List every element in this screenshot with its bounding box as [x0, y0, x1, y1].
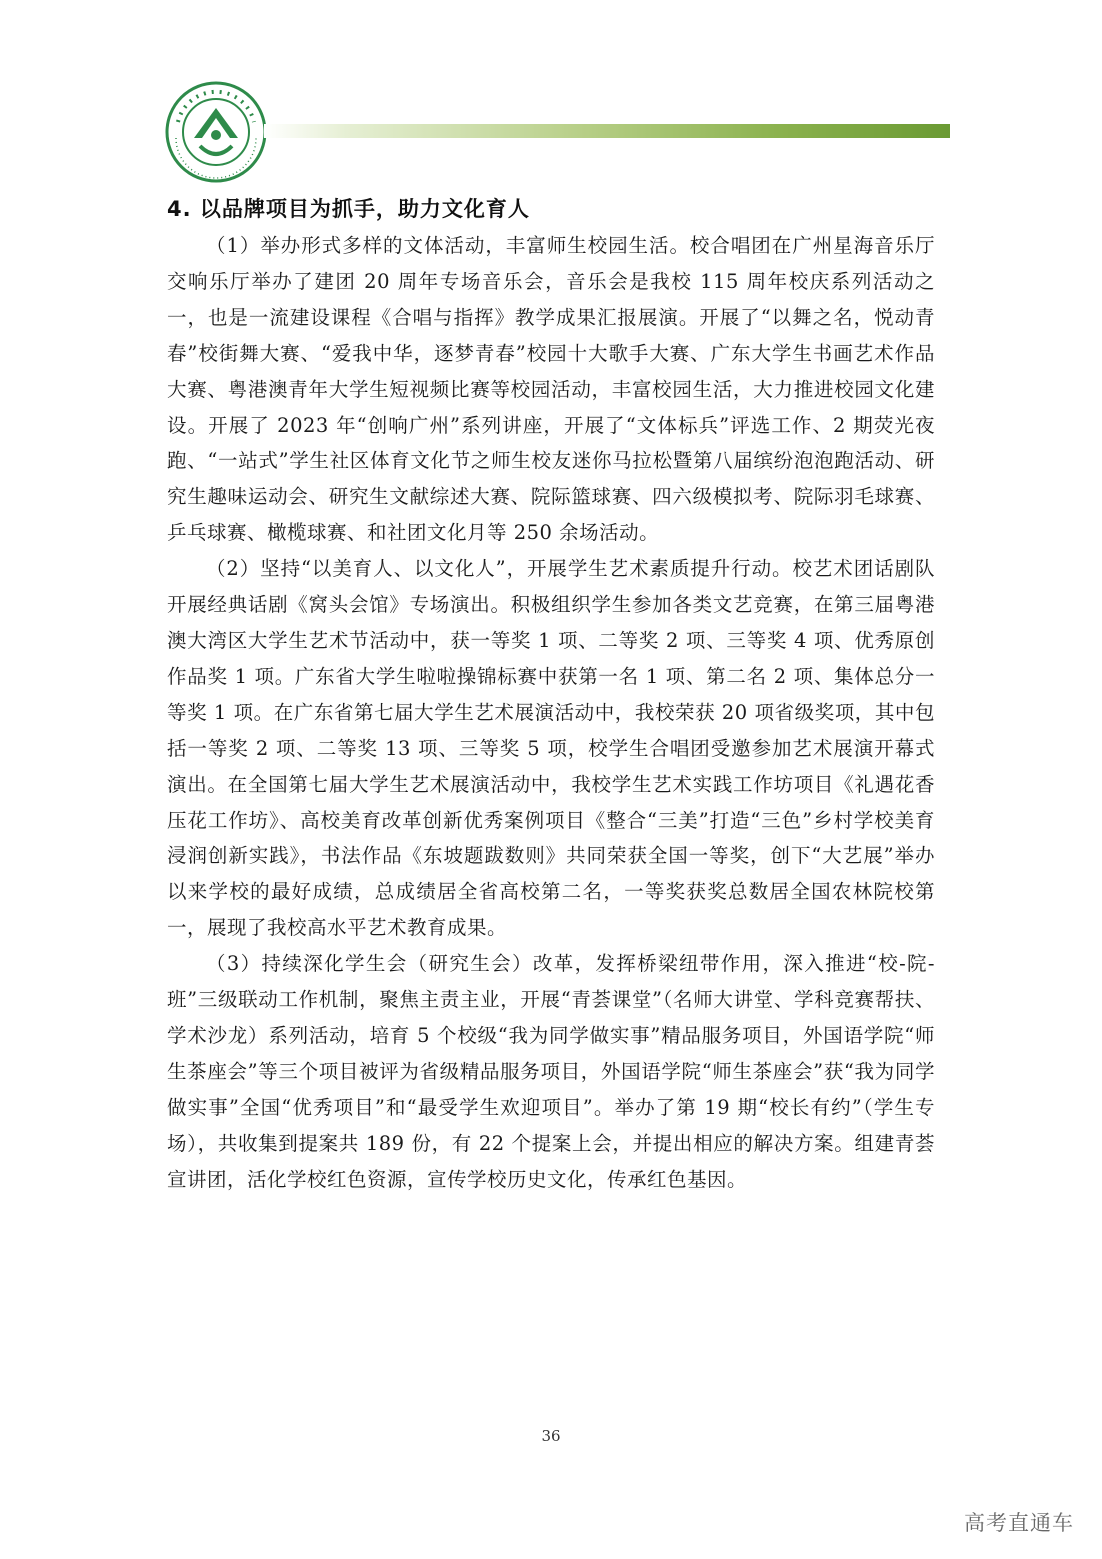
watermark-text: 高考直通车: [964, 1511, 1074, 1535]
paragraph-1: （1）举办形式多样的文体活动，丰富师生校园生活。校合唱团在广州星海音乐厅交响乐厅举办了建团 20 周年专场音乐会，音乐会是我校 115 周年校庆系列活动之一，也是一流建设课程《合唱与指挥》教学成果汇报展演。开展了“以舞之名，悦动青春”校街舞大赛、“爱我中华，逐梦青春”校园十大歌手大赛、广东大学生书画艺术作品大赛、粤港澳青年大学生短视频比赛等校园活动，丰富校园生活，大力推进校园文化建设。开展了 2023 年“创响广州”系列讲座，开展了“文体标兵”评选工作、2 期荧光夜跑、“一站式”学生社区体育文化节之师生校友迷你马拉松暨第八届缤纷泡泡跑活动、研究生趣味运动会、研究生文献综述大赛、院际篮球赛、四六级模拟考、院际羽毛球赛、乒乓球赛、橄榄球赛、和社团文化月等 250 余场活动。: [167, 234, 935, 545]
university-logo-icon: [164, 80, 268, 184]
page-header: [160, 78, 950, 186]
document-body: [167, 190, 935, 1197]
section-heading: 4. 以品牌项目为抓手，助力文化育人: [167, 197, 530, 221]
page-number: 36: [541, 1427, 561, 1445]
paragraph-2: （2）坚持“以美育人、以文化人”，开展学生艺术素质提升行动。校艺术团话剧队开展经典话剧《窝头会馆》专场演出。积极组织学生参加各类文艺竞赛，在第三届粤港澳大湾区大学生艺术节活动中，获一等奖 1 项、二等奖 2 项、三等奖 4 项、优秀原创作品奖 1 项。广东省大学生啦啦操锦标赛中获第一名 1 项、第二名 2 项、集体总分一等奖 1 项。在广东省第七届大学生艺术展演活动中，我校荣获 20 项省级奖项，其中包括一等奖 2 项、二等奖 13 项、三等奖 5 项，校学生合唱团受邀参加艺术展演开幕式演出。在全国第七届大学生艺术展演活动中，我校学生艺术实践工作坊项目《礼遇花香压花工作坊》、高校美育改革创新优秀案例项目《整合“三美”打造“三色”乡村学校美育浸润创新实践》，书法作品《东坡题跋数则》共同荣获全国一等奖，创下“大艺展”举办以来学校的最好成绩，总成绩居全省高校第二名，一等奖获奖总数居全国农林院校第一，展现了我校高水平艺术教育成果。: [167, 557, 935, 940]
paragraph-3: （3）持续深化学生会（研究生会）改革，发挥桥梁纽带作用，深入推进“校-院-班”三级联动工作机制，聚焦主责主业，开展“青荟课堂”（名师大讲堂、学科竞赛帮扶、学术沙龙）系列活动，培育 5 个校级“我为同学做实事”精品服务项目，外国语学院“师生茶座会”等三个项目被评为省级精品服务项目，外国语学院“师生茶座会”获“我为同学做实事”全国“优秀项目”和“最受学生欢迎项目”。举办了第 19 期“校长有约”（学生专场），共收集到提案共 189 份，有 22 个提案上会，并提出相应的解决方案。组建青荟宣讲团，活化学校红色资源，宣传学校历史文化，传承红色基因。: [167, 952, 935, 1191]
header-gradient-bar: [264, 124, 950, 138]
